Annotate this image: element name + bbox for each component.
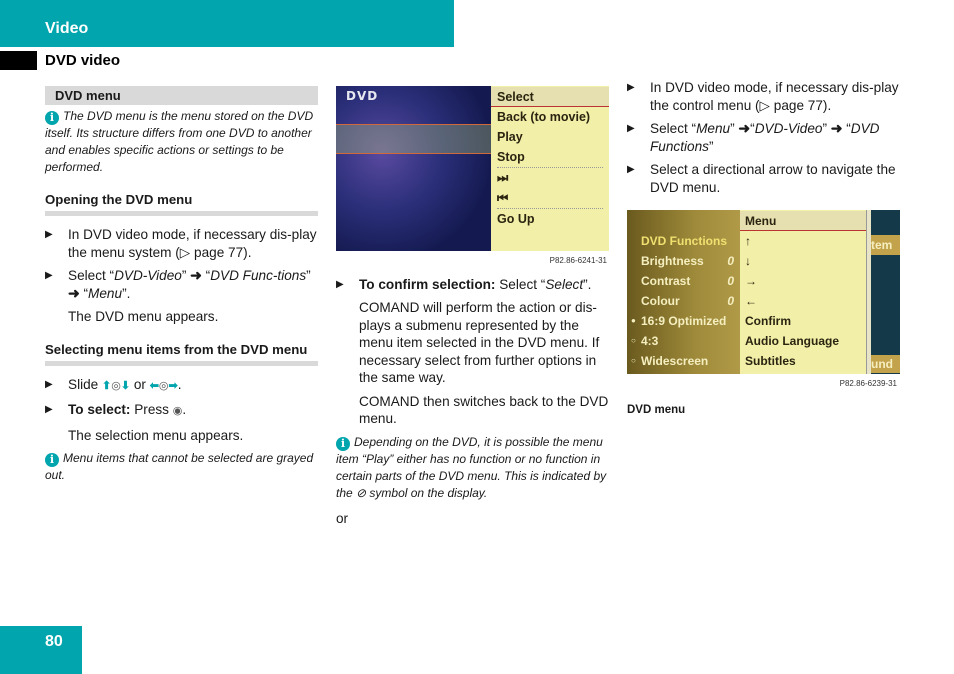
list-item: ▶ In DVD video mode, if necessary dis-play the menu system (▷ page 77). bbox=[45, 226, 318, 261]
info-note-1: i The DVD menu is the menu stored on the DVD itself. Its structure differs from one DVD to another and enables specific actions or settings to be performed. bbox=[45, 109, 314, 174]
select-menu bbox=[491, 86, 609, 251]
next-track-icon: ⏭ bbox=[497, 171, 509, 185]
list-item: ▶ Select “Menu” ➜“DVD-Video” ➜ “DVD Functions” bbox=[627, 120, 900, 155]
right-panel: tem und bbox=[871, 210, 900, 374]
press-knob-icon: ◉ bbox=[172, 405, 183, 417]
result-text: The selection menu appears. bbox=[68, 427, 244, 443]
menu-item-back: Back (to movie) bbox=[497, 110, 591, 124]
menu-item-confirm: Confirm bbox=[745, 314, 791, 328]
info-note-2: i Menu items that cannot be selected are grayed out. bbox=[45, 451, 314, 482]
paragraph: COMAND will perform the action or dis-plays a submenu represented by the menu item selected in the DVD menu. If necessary select from further options in the same way. bbox=[359, 300, 600, 385]
list-item: ▶ Select “DVD-Video” ➜ “DVD Func-tions” ➜ “Menu”. bbox=[45, 267, 318, 302]
info-icon: i bbox=[45, 111, 59, 125]
radio-selected-icon: ● bbox=[631, 316, 636, 325]
page-title: Video bbox=[45, 20, 89, 37]
selecting-heading: Selecting menu items from the DVD menu bbox=[45, 341, 318, 366]
info-note-3: i Depending on the DVD, it is possible the menu item “Play” either has no function or no function in certain parts of the DVD menu. This is indicated by the ⊘ symbol on the display. bbox=[336, 434, 607, 500]
slide-left-right-icon: ⬅◎➡ bbox=[149, 379, 178, 392]
dvd-logo: DVD bbox=[346, 89, 379, 103]
paragraph: COMAND then switches back to the DVD menu. bbox=[359, 393, 609, 426]
info-icon: i bbox=[336, 437, 350, 451]
previous-track-icon: ⏮ bbox=[497, 191, 509, 205]
list-item: ▶ Select a directional arrow to navigate the DVD menu. bbox=[627, 161, 900, 196]
list-item: Contrast 0 bbox=[641, 274, 734, 288]
image-code: P82.86-6241-31 bbox=[549, 256, 607, 265]
arrow-up-icon: ↑ bbox=[745, 234, 751, 248]
slide-up-down-icon: ⬆◎⬇ bbox=[102, 379, 131, 392]
prohibited-icon: ⊘ bbox=[356, 485, 367, 500]
column-right bbox=[627, 79, 900, 419]
menu-item-subtitles: Subtitles bbox=[745, 354, 796, 368]
list-item: ○ Widescreen bbox=[627, 351, 740, 371]
section-subtitle: DVD video bbox=[45, 52, 121, 69]
menu-item-select: Select bbox=[491, 87, 609, 107]
arrow-down-icon: ↓ bbox=[745, 254, 751, 268]
list-item: ▶ To select: Press ◉. bbox=[45, 401, 318, 421]
list-item: Brightness 0 bbox=[641, 254, 734, 268]
dvd-functions-list bbox=[627, 210, 740, 374]
list-item: Colour 0 bbox=[641, 294, 734, 308]
or-text: or bbox=[336, 510, 349, 526]
arrow-right-icon: ➜ bbox=[190, 267, 202, 283]
column-middle bbox=[336, 86, 610, 527]
section-marker bbox=[0, 51, 37, 70]
column-left bbox=[45, 86, 318, 484]
radio-unselected-icon: ○ bbox=[631, 336, 636, 345]
menu-item-audio-language: Audio Language bbox=[745, 334, 839, 348]
list-item: ▶ To confirm selection: Select “Select”. bbox=[336, 276, 610, 294]
menu-item-menu: Menu bbox=[740, 211, 866, 231]
page-number-box bbox=[0, 626, 82, 674]
menu-item-go-up: Go Up bbox=[497, 212, 535, 226]
radio-unselected-icon: ○ bbox=[631, 356, 636, 365]
figure-caption: DVD menu bbox=[627, 403, 686, 416]
image-code: P82.86-6239-31 bbox=[839, 379, 897, 388]
arrow-right-icon: → bbox=[745, 274, 757, 288]
arrow-right-icon: ➜ bbox=[68, 284, 80, 301]
page-number: 80 bbox=[45, 633, 63, 650]
opening-heading: Opening the DVD menu bbox=[45, 191, 318, 216]
list-item: ● 16:9 Optimized bbox=[627, 311, 740, 331]
list-item: ▶ Slide ⬆◎⬇ or ⬅◎➡. bbox=[45, 376, 318, 396]
dvd-menu-heading: DVD menu bbox=[45, 86, 318, 105]
list-item: ▶ In DVD video mode, if necessary dis-play the control menu (▷ page 77). bbox=[627, 79, 900, 114]
list-item: DVD Functions bbox=[641, 234, 727, 248]
arrow-right-icon: ➜ bbox=[830, 120, 843, 136]
dvd-screen-select-menu bbox=[336, 86, 609, 251]
dvd-screen-control-menu bbox=[627, 210, 900, 374]
arrow-right-icon: ➜ bbox=[738, 120, 751, 136]
menu-item-play: Play bbox=[497, 130, 523, 144]
list-item: ○ 4:3 bbox=[627, 331, 740, 351]
result-text: The DVD menu appears. bbox=[68, 309, 219, 324]
info-icon: i bbox=[45, 453, 59, 467]
menu-item-stop: Stop bbox=[497, 150, 525, 164]
control-menu bbox=[740, 210, 866, 374]
arrow-left-icon: ← bbox=[745, 294, 757, 308]
